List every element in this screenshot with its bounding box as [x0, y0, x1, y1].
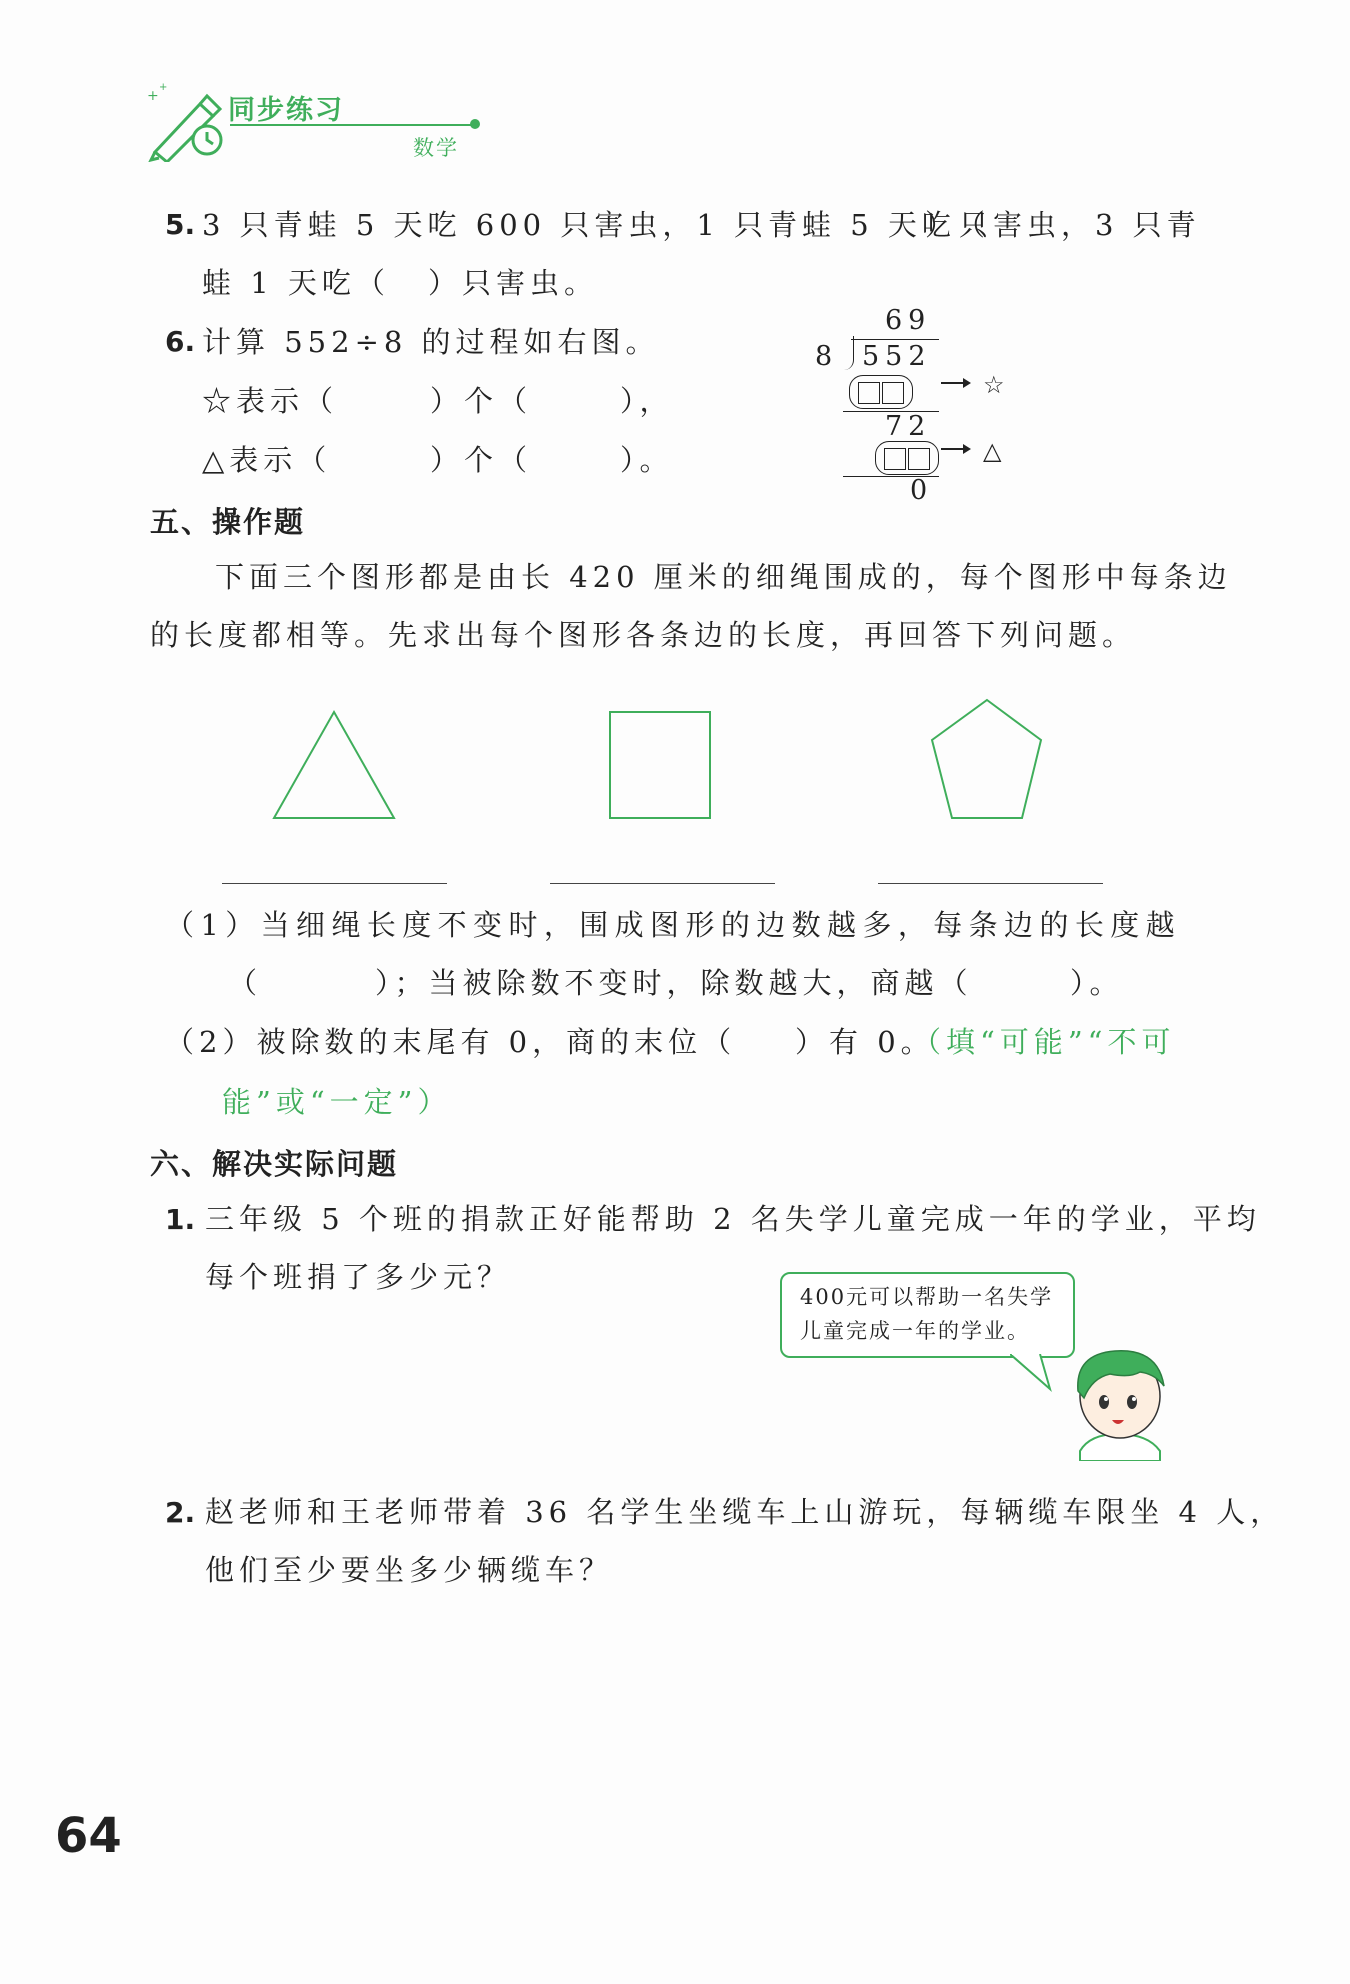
q5-line1-b: ）只害虫，3 只青 [925, 208, 1201, 242]
triangle-shape [274, 712, 394, 818]
shapes-row [260, 690, 1060, 830]
header-subject: 数学 [413, 136, 459, 160]
pencil-clock-icon [145, 82, 235, 162]
pentagon-shape [932, 700, 1041, 818]
division-divisor: 8 [815, 341, 839, 372]
p2-line1: 赵老师和王老师带着 36 名学生坐缆车上山游玩，每辆缆车限坐 4 人， [205, 1495, 1285, 1529]
q5-line2-b: ）只害虫。 [428, 266, 599, 300]
header-rule-dot [470, 119, 480, 129]
division-quotient: 69 [885, 305, 932, 336]
division-remainder: 0 [910, 475, 934, 506]
svg-text:+: + [147, 88, 159, 104]
q6-tri-b: ）个（ [430, 443, 533, 477]
p2-line2: 他们至少要坐多少辆缆车？ [205, 1553, 614, 1587]
q6-star-b: ）个（ [430, 384, 533, 418]
first-product-boxes [849, 375, 913, 409]
sub1-line2-b: ）；当被除数不变时，除数越大，商越（ [375, 966, 973, 1000]
header-rule [230, 124, 475, 126]
shapes-svg [260, 690, 1060, 830]
header-logo [145, 82, 235, 162]
section6-heading: 六、解决实际问题 [150, 1147, 399, 1181]
bubble-line2: 儿童完成一年的学业。 [800, 1319, 1030, 1343]
division-dividend: 552 [862, 341, 932, 372]
q6-tri-c: ）。 [620, 443, 674, 477]
sub1-line1: （1）当细绳长度不变时，围成图形的边数越多，每条边的长度越 [165, 908, 1182, 942]
p1-line2: 每个班捐了多少元？ [205, 1260, 512, 1294]
division-middle: 72 [885, 411, 932, 442]
svg-text:+: + [159, 82, 168, 93]
second-product-boxes [875, 441, 939, 475]
page-number: 64 [55, 1808, 122, 1864]
sub2-line1-b: ）有 0。 [795, 1025, 935, 1059]
division-bracket [843, 336, 854, 370]
q6-tri-a: △表示（ [202, 443, 332, 477]
section5-para-line2: 的长度都相等。先求出每个图形各条边的长度，再回答下列问题。 [150, 618, 1137, 652]
q5-number: 5. [165, 208, 196, 241]
pentagon-answer-line[interactable] [878, 883, 1103, 884]
p1-line1: 三年级 5 个班的捐款正好能帮助 2 名失学儿童完成一年的学业，平均 [205, 1202, 1261, 1236]
sub2-hint-1: （填“可能”“不可 [912, 1025, 1176, 1059]
speech-bubble [780, 1272, 1075, 1358]
square-shape [610, 712, 710, 818]
sub2-hint-2: 能”或“一定”） [222, 1085, 452, 1119]
section5-heading: 五、操作题 [150, 505, 306, 539]
boy-character [1060, 1336, 1180, 1461]
bubble-tail [1010, 1354, 1060, 1398]
header-title: 同步练习 [228, 95, 344, 126]
q6-line1: 计算 552÷8 的过程如右图。 [202, 325, 660, 359]
long-division-diagram [805, 305, 1025, 505]
q6-star-c: ）， [620, 384, 674, 418]
star-marker: ☆ [983, 371, 1005, 399]
arrow-star-icon [939, 373, 979, 397]
section5-para-line1: 下面三个图形都是由长 420 厘米的细绳围成的，每个图形中每条边 [215, 560, 1232, 594]
q5-line1-a: 3 只青蛙 5 天吃 600 只害虫，1 只青蛙 5 天吃（ [202, 208, 990, 242]
division-bar-top [851, 339, 939, 340]
sub2-line1-a: （2）被除数的末尾有 0，商的末位（ [165, 1025, 737, 1059]
arrow-triangle-icon [939, 439, 979, 463]
triangle-answer-line[interactable] [222, 883, 447, 884]
p2-number: 2. [165, 1496, 196, 1529]
q6-number: 6. [165, 325, 196, 358]
square-answer-line[interactable] [550, 883, 775, 884]
boy-icon [1060, 1336, 1180, 1461]
p1-number: 1. [165, 1203, 196, 1236]
sub1-line2-c: ）。 [1070, 966, 1124, 1000]
sub1-line2-a: （ [228, 966, 263, 1000]
q6-star-a: ☆表示（ [202, 384, 339, 418]
triangle-marker: △ [983, 437, 1002, 465]
q5-line2-a: 蛙 1 天吃（ [202, 266, 390, 300]
bubble-line1: 400元可以帮助一名失学 [800, 1285, 1054, 1309]
